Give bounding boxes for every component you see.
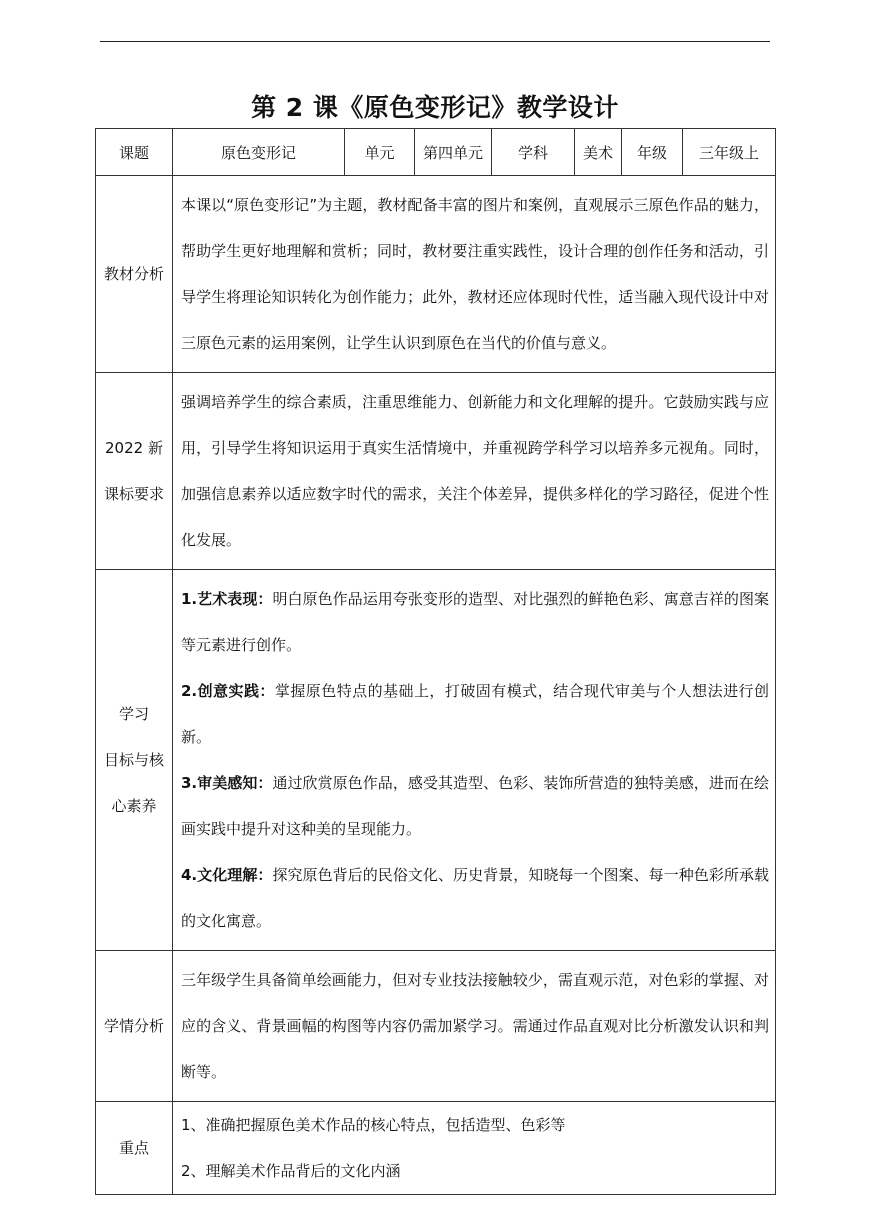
- students-label: 学情分析: [96, 951, 173, 1102]
- material-text: 本课以“原色变形记”为主题，教材配备丰富的图片和案例，直观展示三原色作品的魅力，帮助学生更好地理解和赏析；同时，教材要注重实践性，设计合理的创作任务和活动，引导学生将理论知识转化为创作能力；此外，教材还应体现时代性，适当融入现代设计中对三原色元素的运用案例，让学生认识到原色在当代的价值与意义。: [181, 196, 769, 352]
- goal-title: 4.文化理解：: [181, 866, 273, 884]
- goals-label-line3: 心素养: [111, 797, 157, 815]
- standard-label-line1: 2022 新: [105, 439, 163, 457]
- students-cell: [173, 951, 776, 1102]
- key-point-item: 2、理解美术作品背后的文化内涵: [181, 1162, 401, 1180]
- key-points-cell: [173, 1102, 776, 1195]
- standard-label-line2: 课标要求: [103, 485, 164, 503]
- table-row-header: [96, 129, 776, 176]
- lesson-plan-table: [95, 128, 776, 1195]
- grade-value: 三年级上: [683, 129, 776, 176]
- goal-title: 2.创意实践：: [181, 682, 275, 700]
- unit-label: 单元: [345, 129, 415, 176]
- grade-label: 年级: [622, 129, 683, 176]
- goal-text: 探究原色背后的民俗文化、历史背景，知晓每一个图案、每一种色彩所承载的文化寓意。: [181, 866, 769, 930]
- goal-item: [181, 668, 769, 760]
- course-label: 课题: [96, 129, 173, 176]
- table-row-material: [96, 176, 776, 373]
- document-title: 第 2 课《原色变形记》教学设计: [251, 93, 619, 122]
- unit-value: 第四单元: [415, 129, 492, 176]
- header-rule: [100, 41, 770, 42]
- goal-item: [181, 576, 769, 668]
- goal-item: [181, 760, 769, 852]
- table-row-goals: [96, 570, 776, 951]
- material-label: 教材分析: [96, 176, 173, 373]
- goals-label: [96, 570, 173, 951]
- key-point-item: 1、准确把握原色美术作品的核心特点，包括造型、色彩等: [181, 1116, 566, 1134]
- standard-text: 强调培养学生的综合素质，注重思维能力、创新能力和文化理解的提升。它鼓励实践与应用，引导学生将知识运用于真实生活情境中，并重视跨学科学习以培养多元视角。同时，加强信息素养以适应数字时代的需求，关注个体差异，提供多样化的学习路径，促进个性化发展。: [181, 393, 769, 549]
- students-text: 三年级学生具备简单绘画能力，但对专业技法接触较少，需直观示范，对色彩的掌握、对应的含义、背景画幅的构图等内容仍需加紧学习。需通过作品直观对比分析激发认识和判断等。: [181, 971, 769, 1081]
- goal-text: 掌握原色特点的基础上，打破固有模式，结合现代审美与个人想法进行创新。: [181, 682, 769, 746]
- goal-text: 通过欣赏原色作品，感受其造型、色彩、装饰所营造的独特美感，进而在绘画实践中提升对这种美的呈现能力。: [181, 774, 769, 838]
- course-value: 原色变形记: [173, 129, 345, 176]
- goals-label-line2: 目标与核: [103, 751, 164, 769]
- table-row-students: [96, 951, 776, 1102]
- goal-title: 1.艺术表现：: [181, 590, 273, 608]
- goals-label-line1: 学习: [118, 705, 149, 723]
- subject-label: 学科: [492, 129, 575, 176]
- goal-item: [181, 852, 769, 944]
- standard-label: [96, 373, 173, 570]
- goal-title: 3.审美感知：: [181, 774, 273, 792]
- table-row-key-points: [96, 1102, 776, 1195]
- table-row-standard: [96, 373, 776, 570]
- goals-cell: [173, 570, 776, 951]
- key-points-label: 重点: [96, 1102, 173, 1195]
- standard-cell: [173, 373, 776, 570]
- subject-value: 美术: [575, 129, 622, 176]
- goal-text: 明白原色作品运用夸张变形的造型、对比强烈的鲜艳色彩、寓意吉祥的图案等元素进行创作。: [181, 590, 769, 654]
- material-cell: [173, 176, 776, 373]
